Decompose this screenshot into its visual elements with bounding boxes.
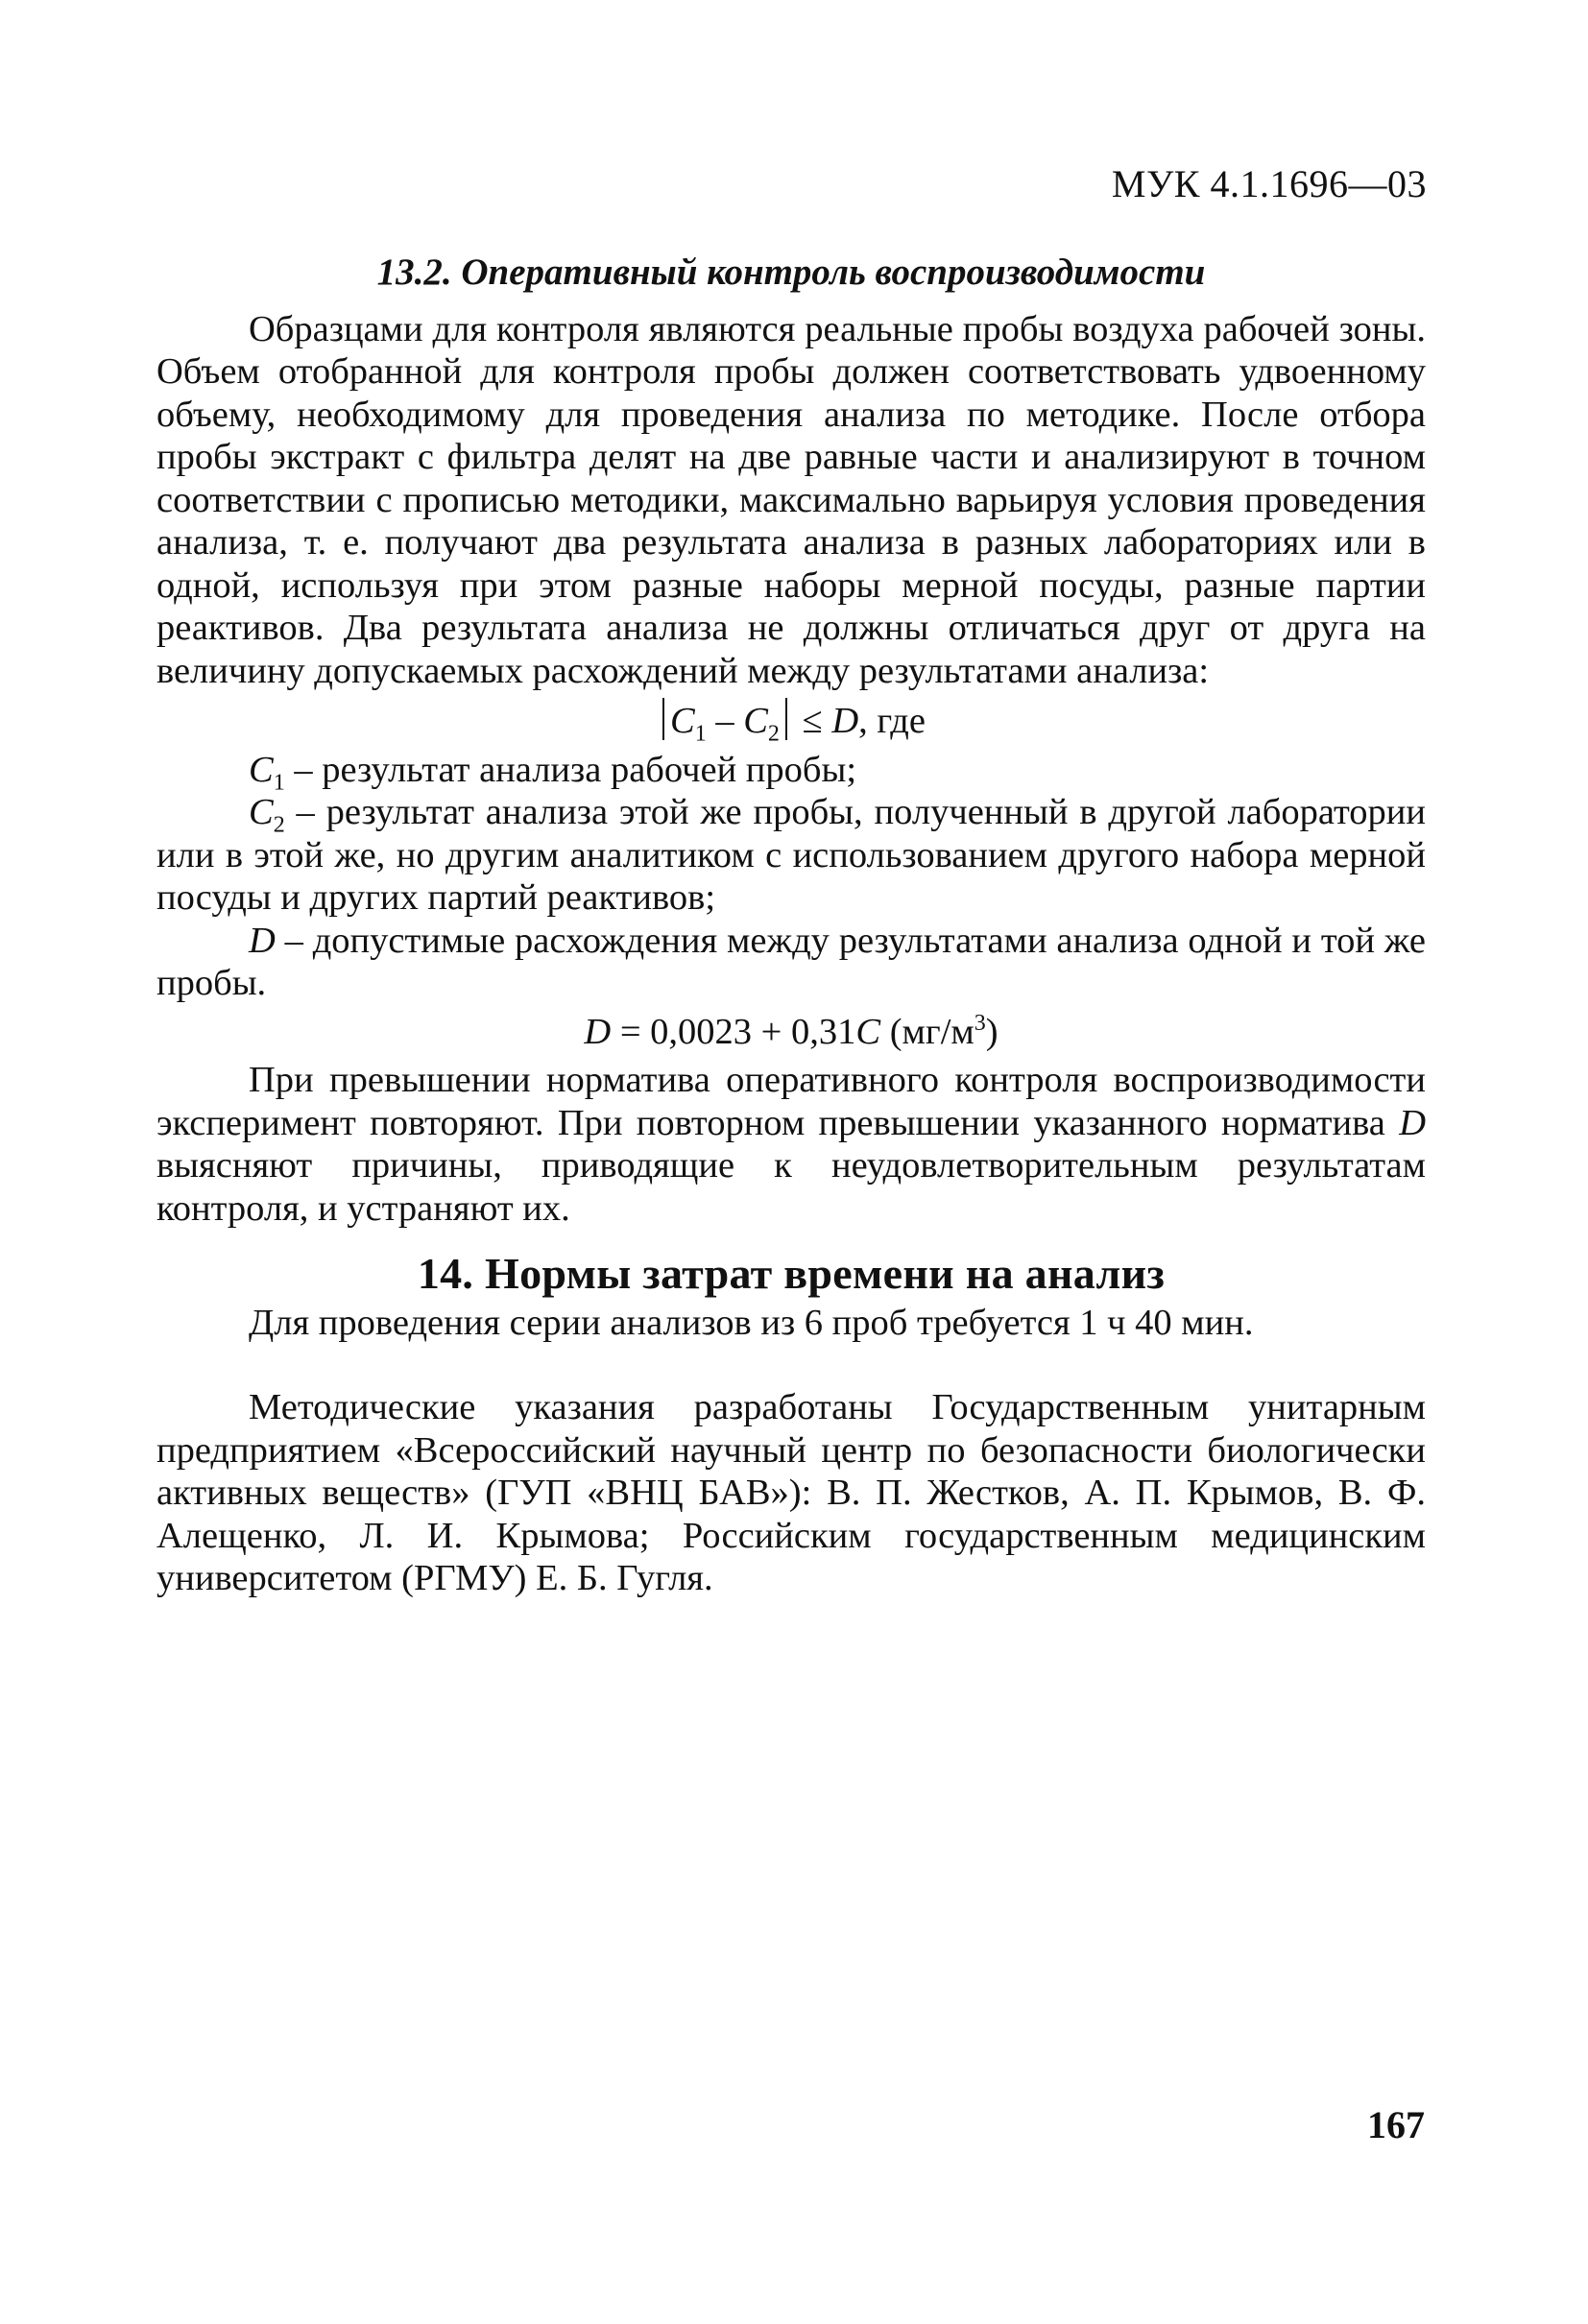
formula-le: ≤ xyxy=(792,701,832,741)
def-c1-text: – результат анализа рабочей пробы; xyxy=(284,749,857,790)
document-code: МУК 4.1.1696—03 xyxy=(1111,162,1427,205)
def-c1-var: C xyxy=(249,749,274,790)
section-14-text: Для проведения серии анализов из 6 проб требуется 1 ч 40 мин. xyxy=(249,1302,1254,1343)
paragraph2-start: При превышении норматива оперативного контроля воспроизводимости эксперимент повторяют. При повторном превышении указанного норматива xyxy=(156,1060,1426,1143)
formula-reproducibility xyxy=(156,698,1426,747)
formula-d: D xyxy=(831,701,859,741)
formula-c1-sub: 1 xyxy=(694,721,707,747)
formula2-c: C xyxy=(855,1011,881,1052)
spacer xyxy=(156,1344,1426,1386)
formula2-unit-close: ) xyxy=(985,1011,999,1052)
def-c1-sub: 1 xyxy=(273,770,285,796)
formula-c1: C xyxy=(670,701,695,741)
def-d-text: – допустимые расхождения между результатами анализа одной и той же пробы. xyxy=(156,920,1426,1003)
def-c2-var: C xyxy=(249,792,274,832)
definition-c2 xyxy=(156,791,1426,920)
abs-bar-right xyxy=(785,698,787,740)
paragraph-samples: Образцами для контроля являются реальные пробы воздуха рабочей зоны. Объем отобранной для контроля пробы должен соответствовать удвоенному объему, необходимому для проведения анализа по методике. После отбора пробы экстракт с фильтра делят на две равные части и анализируют в точном соответствии с прописью методики, максимально варьируя условия проведения анализа, т. е. получают два результата анализа в разных лабораториях или в одной, используя при этом разные наборы мерной посуды, разные партии реактивов. Два результата анализа не должны отличаться друг от друга на величину допускаемых расхождений между результатами анализа: xyxy=(156,308,1426,691)
def-c2-text: – результат анализа этой же пробы, полученный в другой лаборатории или в этой же, но другим аналитиком с использованием другого набора мерной посуды и других партий реактивов; xyxy=(156,792,1426,918)
formula-tail: , где xyxy=(858,701,926,741)
abs-bar-left xyxy=(662,698,664,740)
subsection-title: 13.2. Оперативный контроль воспроизводимости xyxy=(376,252,1206,293)
def-d-var: D xyxy=(249,920,276,961)
paragraph2-var: D xyxy=(1399,1102,1426,1143)
formula-tolerance xyxy=(156,1011,1426,1054)
formula-minus: – xyxy=(706,701,744,741)
formula-c2-sub: 2 xyxy=(767,721,780,747)
credits-paragraph: Методические указания разработаны Государственным унитарным предприятием «Всероссийский научный центр по безопасности биологически активных веществ» (ГУП «ВНЦ БАВ»): В. П. Жестков, А. П. Крымов, В. Ф. Алещенко, Л. И. Крымова; Российским государственным медицинским университетом (РГМУ) Е. Б. Гугля. xyxy=(156,1387,1426,1598)
formula2-d: D xyxy=(584,1011,612,1052)
paragraph-exceeding xyxy=(156,1059,1426,1230)
definition-d xyxy=(156,920,1426,1005)
def-c2-sub: 2 xyxy=(273,812,285,838)
formula2-unit-sup: 3 xyxy=(974,1010,986,1036)
definition-c1 xyxy=(156,749,1426,796)
paragraph2-end: выясняют причины, приводящие к неудовлетворительным результатам контроля, и устраняют их. xyxy=(156,1145,1426,1229)
page-number: 167 xyxy=(1367,2103,1425,2146)
formula2-eq: = 0,0023 + 0,31 xyxy=(611,1011,856,1052)
document-body xyxy=(156,252,1426,1600)
formula-c2: C xyxy=(743,701,768,741)
formula2-unit: (мг/м xyxy=(880,1011,974,1052)
section-14-title: 14. Нормы затрат времени на анализ xyxy=(417,1249,1166,1298)
